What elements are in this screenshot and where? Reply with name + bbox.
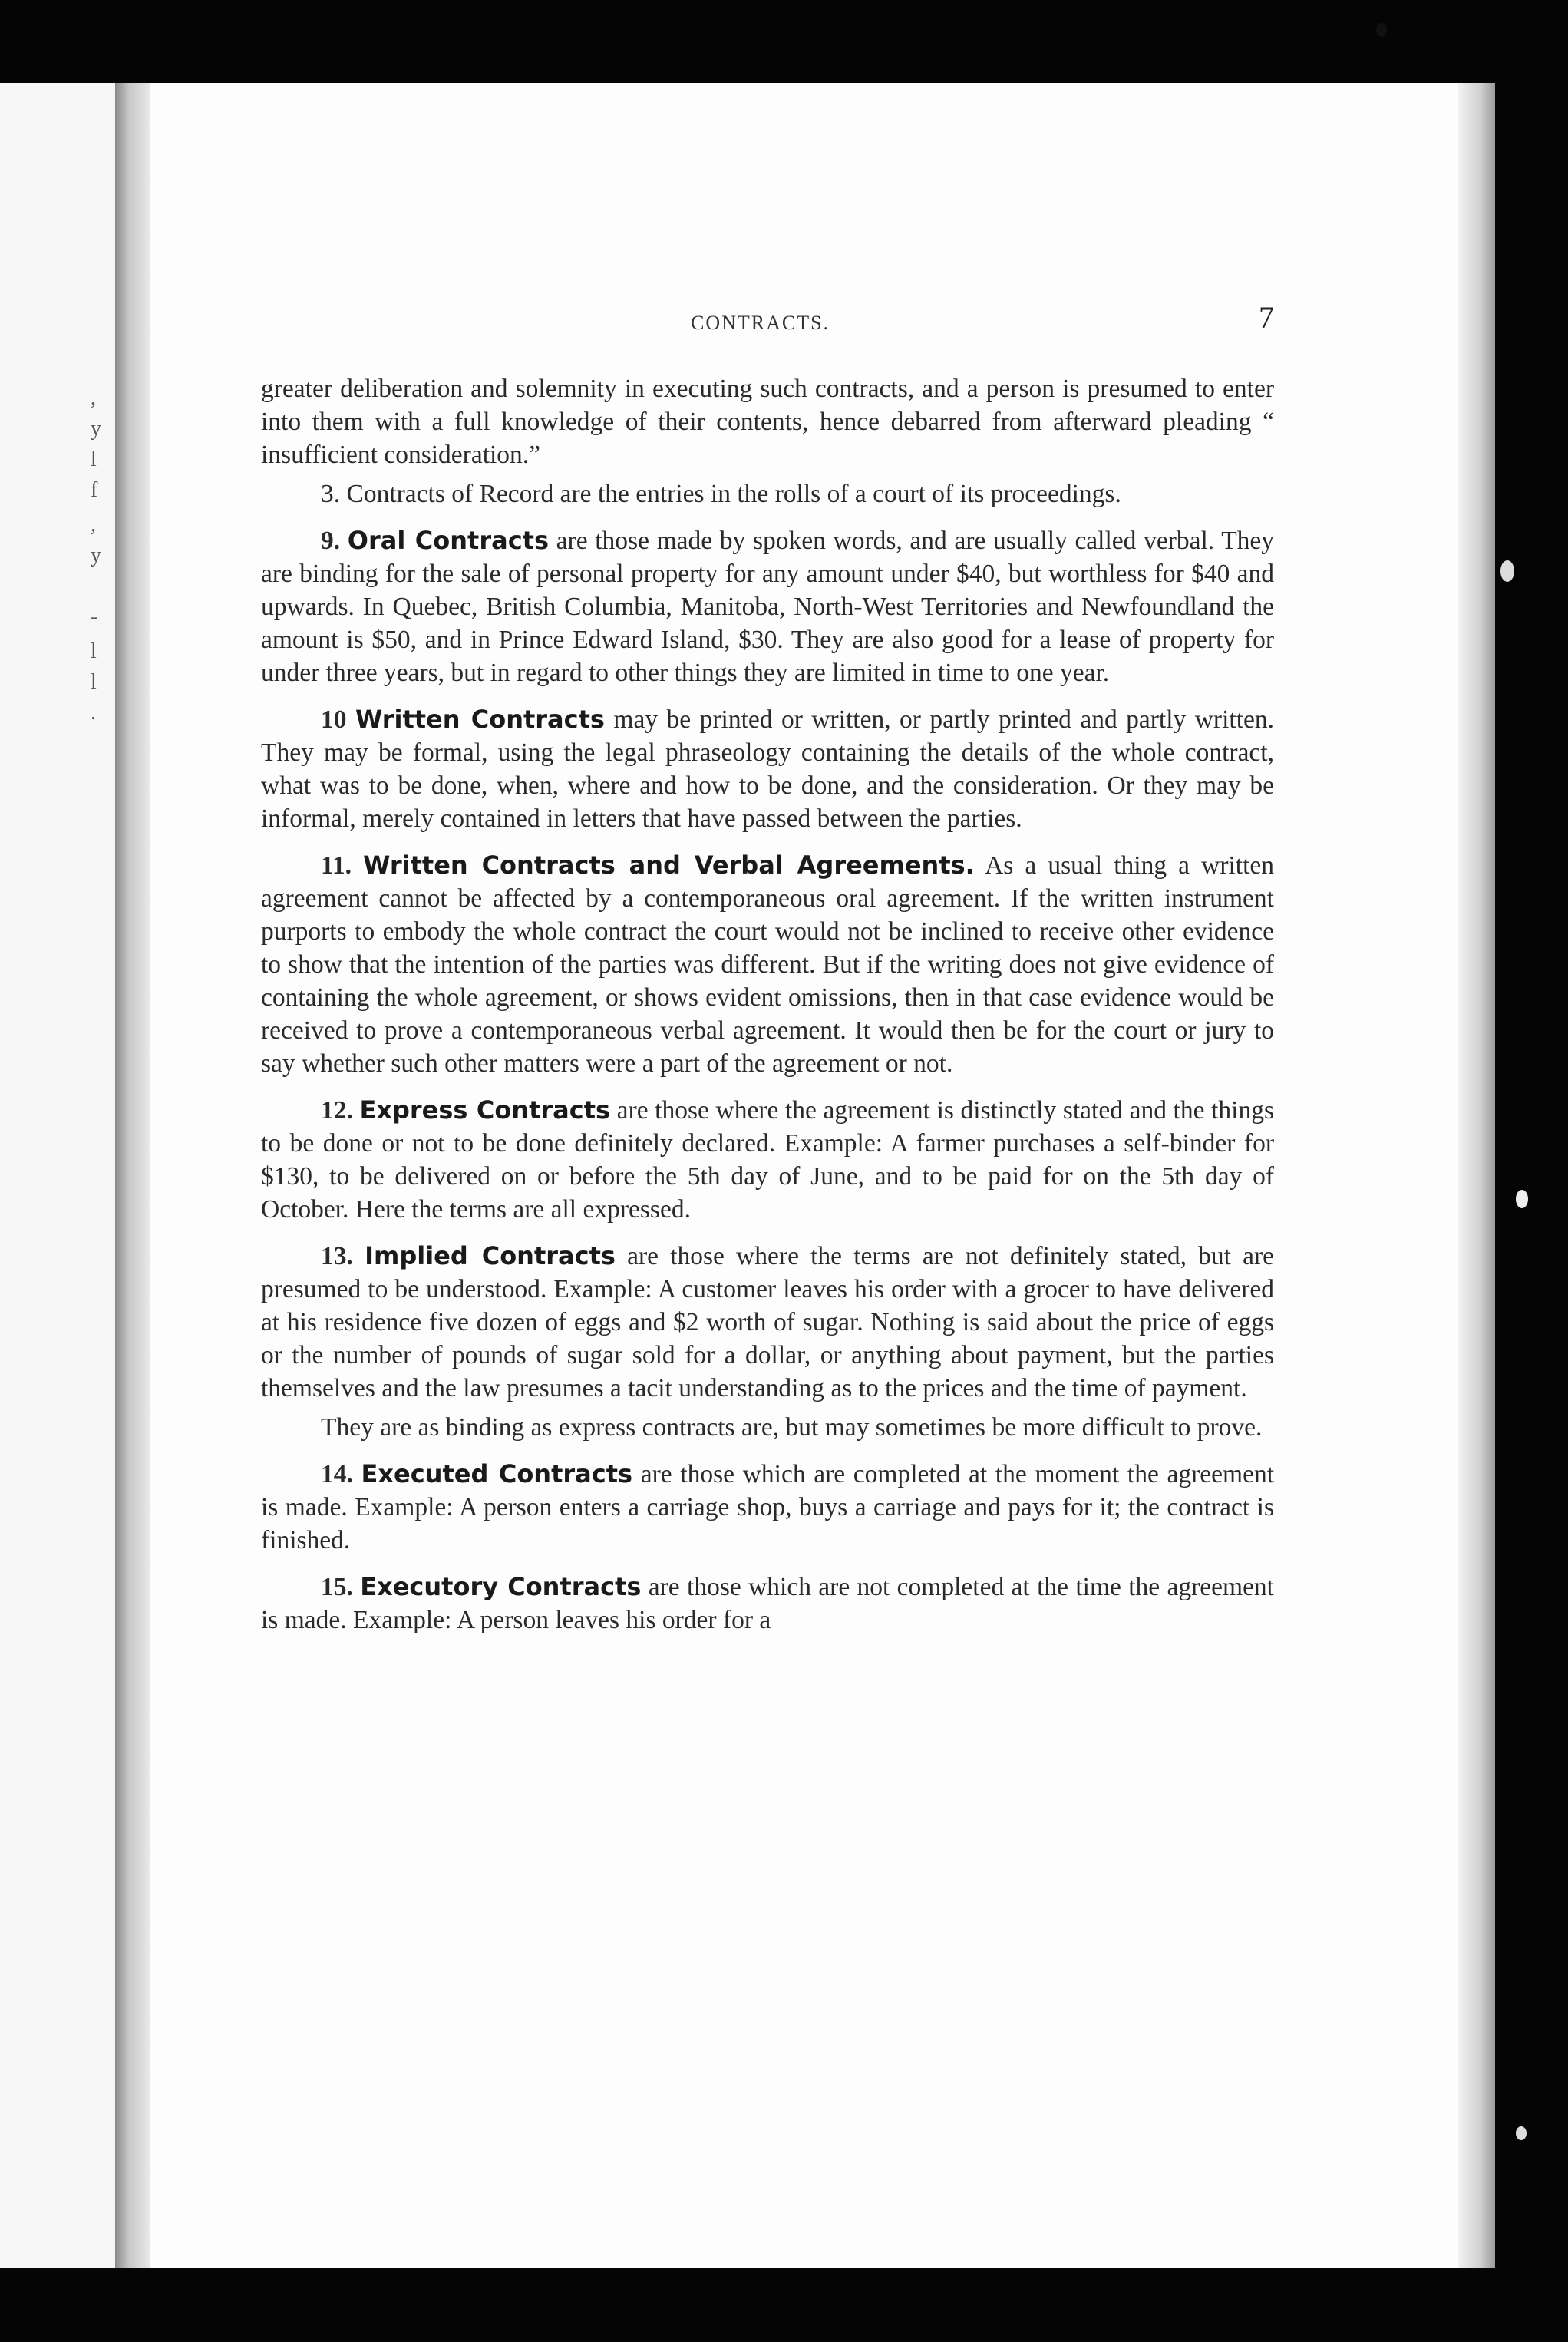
paragraph-text: are those where the agreement is distinctly stated and the things to be done or not to be done definitely declared. Example: A farmer purchases a self-binder for $130, to be delivered on or before the 5th day of June, and to be paid for on the 5th day of October. Here the terms are all expressed. [261, 1096, 1274, 1224]
paragraph-text: are those which are completed at the moment the agreement is made. Example: A person enters a carriage shop, buys a carriage and pays for it; the contract is finished. [261, 1460, 1274, 1554]
section-heading: Written Contracts [355, 705, 605, 734]
section-number: 14. [321, 1460, 353, 1488]
section-heading: Implied Contracts [365, 1241, 616, 1270]
section-executory-contracts [261, 1571, 1274, 1637]
fragment: l [91, 639, 97, 663]
fragment: y [91, 543, 101, 567]
section-heading: Written Contracts and Verbal Agreements. [363, 851, 975, 880]
section-heading: Executory Contracts [360, 1572, 642, 1601]
scan-speck [1376, 23, 1387, 37]
section-written-and-verbal [261, 849, 1274, 1080]
section-number: 13. [321, 1242, 353, 1270]
section-oral-contracts [261, 524, 1274, 689]
paragraph [261, 477, 1274, 510]
fragment: . [91, 701, 96, 725]
scan-bottom-border [0, 2268, 1568, 2342]
section-number: 10 [321, 705, 347, 734]
fragment: , [91, 513, 96, 537]
paragraph [261, 1411, 1274, 1444]
section-executed-contracts [261, 1458, 1274, 1557]
fragment: l [91, 670, 97, 694]
scan-speck [1500, 560, 1514, 582]
scan-speck [1516, 2126, 1527, 2140]
scan-top-border [0, 0, 1568, 83]
page-header [261, 299, 1274, 338]
section-heading: Executed Contracts [361, 1459, 633, 1488]
section-number: 9. [321, 527, 341, 555]
paragraph-text: are those made by spoken words, and are usually called verbal. They are binding for the sale of personal property for any amount under $40, but worthless for $40 and upwards. In Quebec, British Columbia, Manitoba, North-West Territories and Newfoundland the amount is $50, and in Prince Edward Island, $30. They are also good for a lease of property for under three years, but in regard to other things they are limited in time to one year. [261, 527, 1275, 687]
fragment: f [91, 478, 98, 502]
section-number: 12. [321, 1096, 353, 1125]
scan-speck [1516, 1190, 1528, 1208]
paragraph-text: may be printed or written, or partly printed and partly written. They may be formal, using the legal phraseology containing the details of the whole contract, what was to be done, when, where and how to be done, and the consideration. Or they may be informal, merely contained in letters that have passed between the parties. [261, 705, 1275, 833]
section-heading: Express Contracts [359, 1095, 611, 1125]
paragraph [261, 372, 1274, 471]
fragment: l [91, 448, 97, 471]
paragraph-text: 3. Contracts of Record are the entries in the rolls of a court of its proceedings. [321, 480, 1121, 508]
running-head: CONTRACTS. [691, 312, 830, 334]
section-number: 15. [321, 1573, 353, 1601]
section-implied-contracts [261, 1240, 1274, 1405]
paragraph-text: are those where the terms are not definitely stated, but are presumed to be understood. Example: A customer leaves his order with a grocer to have delivered at his residence five dozen of eggs and $2 worth of sugar. Nothing is said about the price of eggs or the number of pounds of sugar sold for a dollar, or anything about payment, but the parties themselves and the law presumes a tacit understanding as to the prices and the time of payment. [261, 1242, 1275, 1402]
page-body [261, 372, 1274, 1637]
fragment: - [91, 605, 98, 629]
fragment: , [91, 386, 96, 410]
gutter-shadow [115, 83, 150, 2268]
paragraph-text: greater deliberation and solemnity in executing such contracts, and a person is presumed to enter into them with a full knowledge of their contents, hence debarred from afterward pleading “ insufficient consideration.” [261, 375, 1274, 469]
fragment: y [91, 417, 101, 441]
section-express-contracts [261, 1094, 1274, 1226]
section-written-contracts [261, 703, 1274, 835]
paragraph-text: They are as binding as express contracts are, but may sometimes be more difficult to prove. [321, 1413, 1263, 1442]
section-heading: Oral Contracts [347, 526, 550, 555]
page-number: 7 [1259, 300, 1274, 335]
facing-page-edge [0, 83, 115, 2268]
section-number: 11. [321, 851, 352, 880]
paragraph-text: As a usual thing a written agreement cannot be affected by a contemporaneous oral agreement. If the written instrument purports to embody the whole contract the court would not be inclined to receive other evidence to show that the intention of the parties was different. But if the writing does not give evidence of containing the whole agreement, or shows evident omissions, then in that case evidence would be received to prove a contemporaneous verbal agreement. It would then be for the court or jury to say whether such other matters were a part of the agreement or not. [261, 851, 1275, 1078]
page-right-edge [1458, 83, 1495, 2268]
paragraph-text: are those which are not completed at the time the agreement is made. Example: A person leaves his order for a [261, 1573, 1274, 1634]
